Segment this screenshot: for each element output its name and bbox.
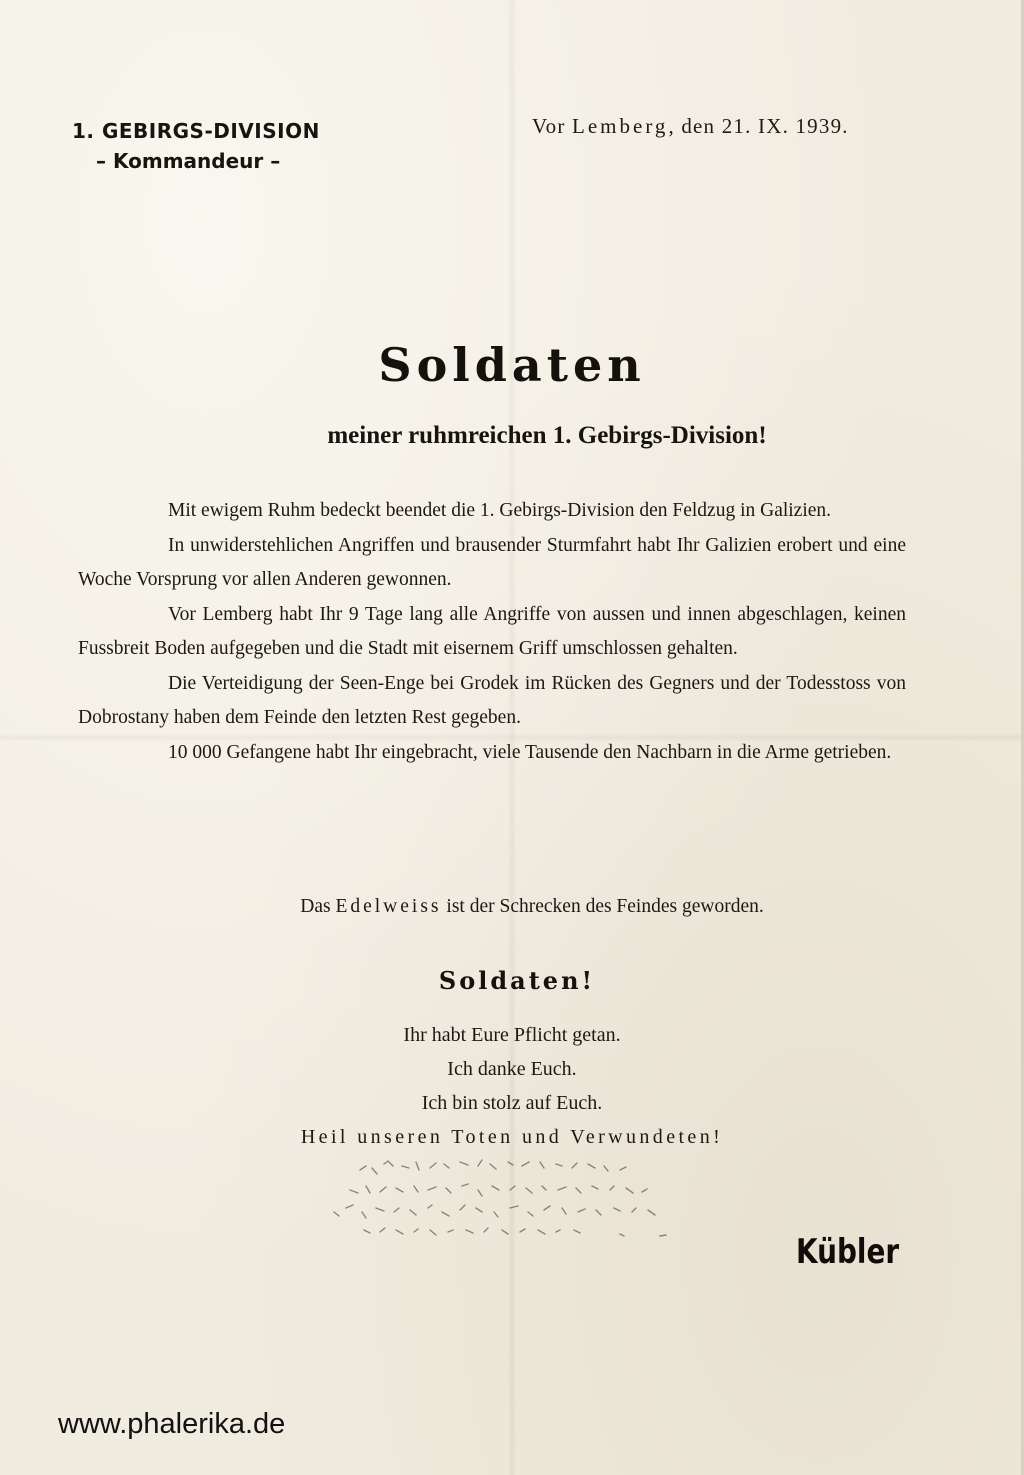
paragraph: Vor Lemberg habt Ihr 9 Tage lang alle Angriffe von aussen und innen abgeschlagen, keinen Fussbreit Boden aufgegeben und die Stadt mit eisernem Griff umschlossen gehalten. [78,603,906,659]
division-name: 1. GEBIRGS-DIVISION [72,119,320,143]
faint-stamp-mark [320,1150,690,1250]
edelweiss-after: ist der Schrecken des Feindes geworden. [441,896,764,917]
page-subtitle: meiner ruhmreichen 1. Gebirgs-Division! [327,422,767,449]
date-rest: , den 21. IX. 1939. [668,114,849,138]
heil-line: Heil unseren Toten und Verwundeten! [300,1126,724,1148]
edelweiss-line [0,896,1024,918]
body-text [78,494,906,770]
closing-lines [0,1018,1024,1154]
closing-line: Ihr habt Eure Pflicht getan. [403,1024,621,1046]
closing-line: Ich danke Euch. [447,1058,577,1080]
signature: Kübler [796,1232,900,1272]
commander-role: – Kommandeur – [96,149,281,173]
soldaten-heading: Soldaten! [438,966,596,995]
paragraph: In unwiderstehlichen Angriffen und brausender Sturmfahrt habt Ihr Galizien erobert und eine Woche Vorsprung vor allen Anderen gewonnen. [78,534,906,590]
closing-line: Ich bin stolz auf Euch. [421,1092,603,1114]
letterhead [72,116,362,176]
page-title: Soldaten [378,338,646,392]
paragraph: 10 000 Gefangene habt Ihr eingebracht, viele Tausende den Nachbarn in die Arme getrieben. [168,741,892,763]
paragraph: Die Verteidigung der Seen-Enge bei Grodek im Rücken des Gegners und der Todesstoss von Dobrostany haben dem Feinde den letzten Rest gegeben. [78,672,906,728]
paragraph: Mit ewigem Ruhm bedeckt beendet die 1. Gebirgs-Division den Feldzug in Galizien. [168,500,832,521]
date-city: Lemberg [572,114,669,138]
website-watermark: www.phalerika.de [58,1408,286,1440]
date-line [532,114,912,139]
edelweiss-word: Edelweiss [335,896,442,917]
edelweiss-before: Das [300,896,336,917]
date-prefix: Vor [532,114,573,138]
